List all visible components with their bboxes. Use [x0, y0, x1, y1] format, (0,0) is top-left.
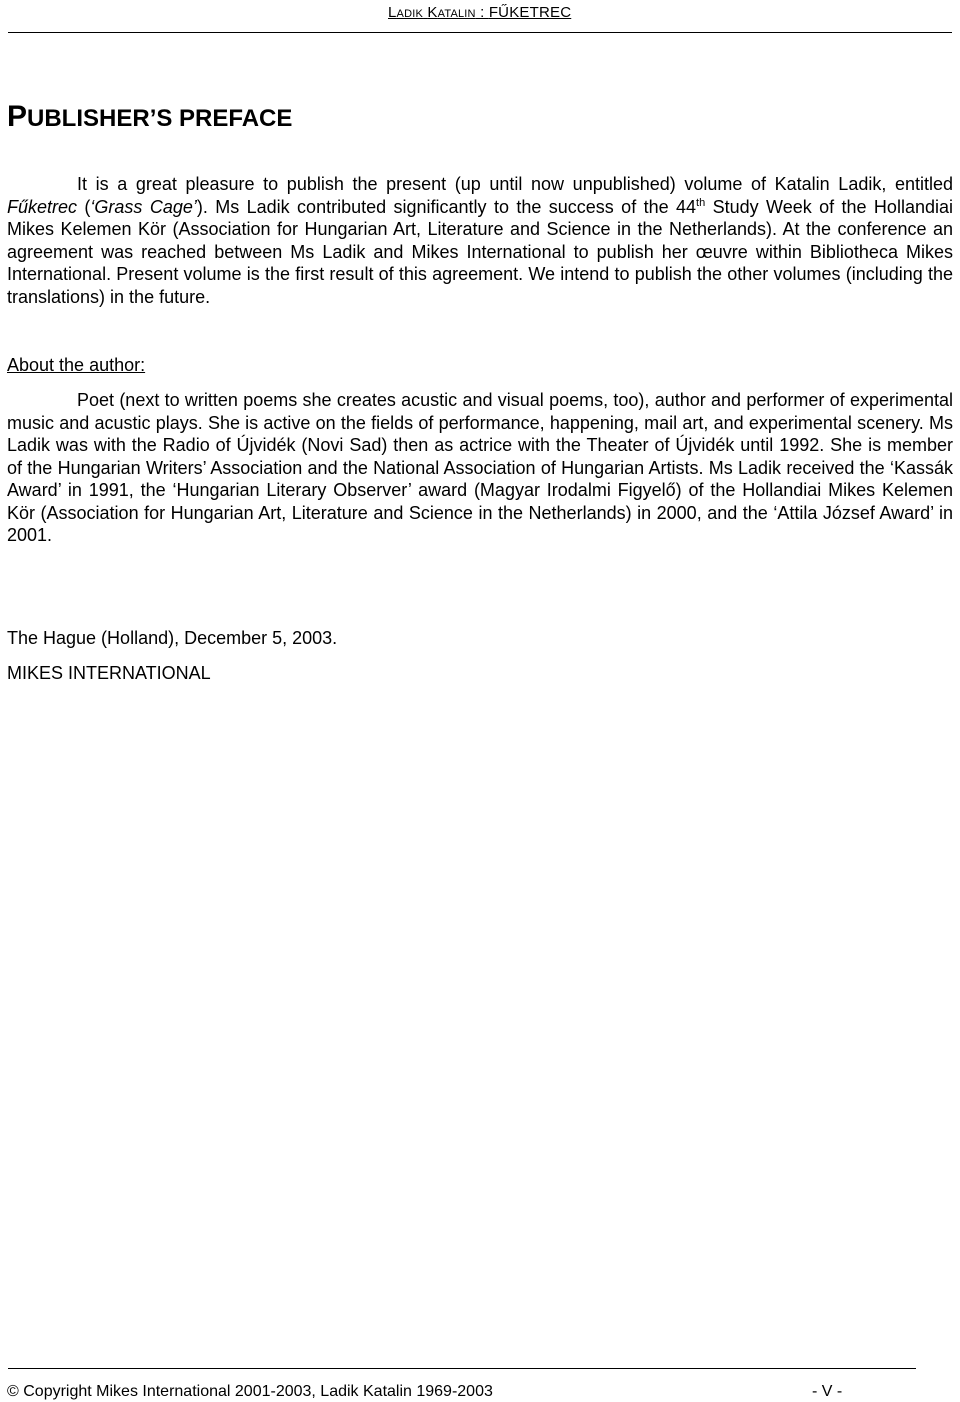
about-paragraph [7, 389, 953, 547]
preface-text-3: ). Ms Ladik contributed significantly to the success of the 44 [196, 196, 697, 217]
header-author-initial-k: K [427, 4, 438, 21]
header-author-surname: ADIK [396, 8, 424, 20]
preface-text-2: ( [77, 196, 91, 217]
header-separator: : [475, 4, 489, 21]
book-title-english: ‘Grass Cage’ [90, 196, 197, 217]
header-work-title: FŰKETREC [488, 4, 572, 21]
preface-text-1: It is a great pleasure to publish the present (up until now unpublished) volume of Katalin Ladik, entitled [77, 174, 953, 194]
title-word-preface: PREFACE [172, 105, 293, 132]
header-author-initial-l: L [388, 4, 397, 21]
title-letter-s: S [156, 105, 173, 132]
footer-copyright: © Copyright Mikes International 2001-2003, Ladik Katalin 1969-2003 [7, 1383, 493, 1400]
page-number: - V - [812, 1383, 843, 1400]
book-title-hungarian: Fűketrec [7, 196, 78, 217]
signature: MIKES INTERNATIONAL [7, 663, 211, 683]
preface-text-4: Study Week of the Hollandiai Mikes Kelemen Kör (Association for Hungarian Art, Literature and Science in the Netherlands). At the conference an agreement was reached between Ms Ladik and Mikes International to publish her œuvre within Bibliotheca Mikes International. Present volume is the first result of this agreement. We intend to publish the other volumes (including the translations) in the future. [7, 196, 953, 307]
ordinal-suffix: th [696, 196, 706, 209]
title-apostrophe: ’ [149, 105, 157, 132]
running-header [388, 4, 572, 21]
header-rule [8, 32, 952, 33]
preface-paragraph [7, 173, 953, 308]
title-word-publisher: UBLISHER [27, 105, 150, 132]
place-date: The Hague (Holland), December 5, 2003. [7, 628, 338, 648]
footer-rule [8, 1368, 916, 1369]
about-text: Poet (next to written poems she creates acustic and visual poems, too), author and performer of experimental music and acustic plays. She is active on the fields of performance, happening, mail art, and experimental scenery. Ms Ladik was with the Radio of Újvidék (Novi Sad) then as actrice with the Theater of Újvidék until 1992. She is member of the Hungarian Writers’ Association and the National Association of Hungarian Artists. Ms Ladik received the ‘Kassák Award’ in 1991, the ‘Hungarian Literary Observer’ award (Magyar Irodalmi Figyelő) of the Hollandiai Mikes Kelemen Kör (Association for Hungarian Art, Literature and Science in the Netherlands) in 2000, and the ‘Attila József Award’ in 2001. [7, 390, 953, 545]
page-title [7, 100, 292, 134]
title-initial-p: P [7, 100, 28, 133]
about-heading: About the author: [7, 355, 146, 375]
header-author-forename: ATALIN [437, 8, 476, 20]
